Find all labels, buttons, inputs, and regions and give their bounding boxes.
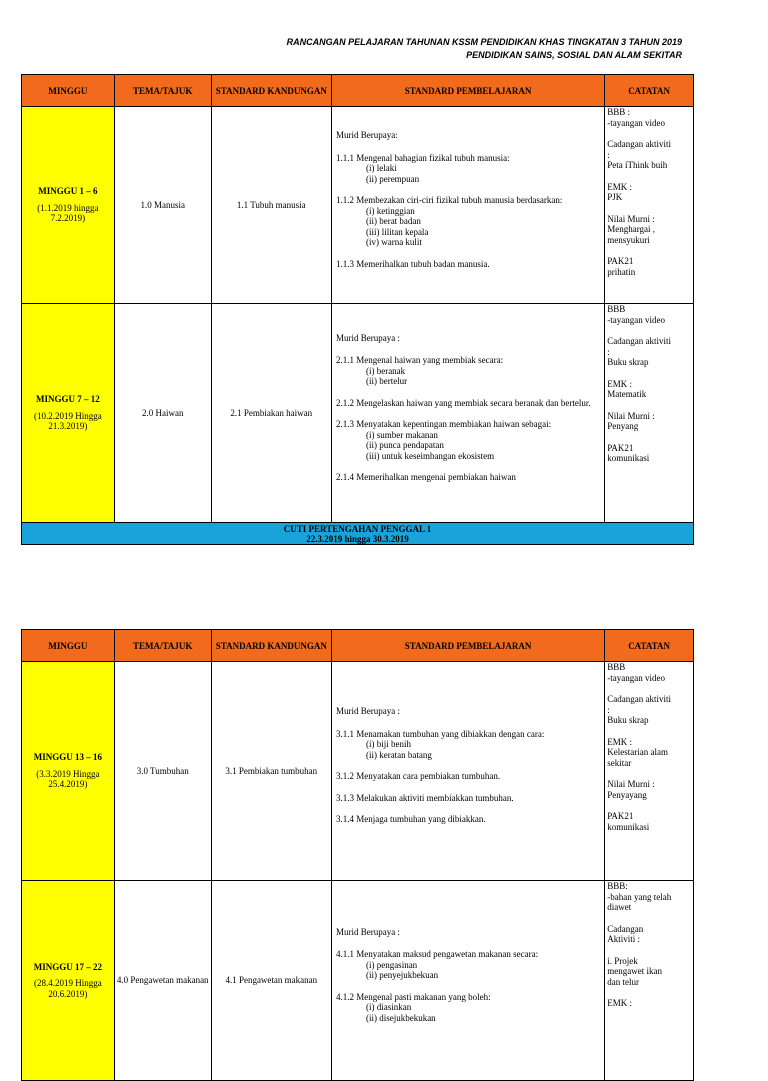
table-row xyxy=(22,107,694,304)
note-item: Nilai Murni : Penyang xyxy=(607,410,655,431)
theme-cell: 1.0 Manusia xyxy=(114,107,211,304)
learning-standard-cell xyxy=(331,881,604,1081)
learning-standard-item xyxy=(336,472,604,483)
learning-standard-text: 2.1.3 Menyatakan kepentingan membiakan haiwan sebagai: xyxy=(335,419,552,429)
learning-standard-text: 4.1.2 Mengenal pasti makanan yang boleh: xyxy=(335,991,491,1002)
learning-standard-item xyxy=(336,992,604,1024)
col-header-week: MINGGU xyxy=(22,75,115,107)
learning-standard-intro: Murid Berupaya : xyxy=(335,926,400,937)
week-cell xyxy=(22,107,115,304)
break-title: CUTI PERTENGAHAN PENGGAL 1 xyxy=(283,523,432,534)
theme-cell: 3.0 Tumbuhan xyxy=(114,662,211,881)
col-header-content-standard: STANDARD KANDUNGAN xyxy=(211,630,331,662)
content-standard-cell: 2.1 Pembiakan haiwan xyxy=(211,304,331,523)
note-item: BBB -tayangan video xyxy=(607,304,665,325)
content-standard-cell: 3.1 Pembiakan tumbuhan xyxy=(211,662,331,881)
learning-standard-text: 3.1.1 Menamakan tumbuhan yang dibiakkan dengan cara: xyxy=(335,728,545,739)
learning-standard-text: 2.1.1 Mengenal haiwan yang membiak secara: xyxy=(335,355,504,365)
table-header-row xyxy=(22,630,694,662)
learning-standard-text: 3.1.2 Menyatakan cara pembiakan tumbuhan. xyxy=(335,771,501,782)
col-header-content-standard: STANDARD KANDUNGAN xyxy=(211,75,331,107)
week-dates: (10.2.2019 Hingga 21.3.2019) xyxy=(34,410,102,432)
note-item: Cadangan aktiviti : Peta iThink buih xyxy=(607,139,671,170)
col-header-week: MINGGU xyxy=(22,630,115,662)
learning-standard-cell xyxy=(331,662,604,881)
learning-standard-text: 1.1.2 Membezakan ciri-ciri fizikal tubuh manusia berdasarkan: xyxy=(335,195,563,205)
learning-standard-subitem: (ii) punca pendapatan xyxy=(365,440,444,450)
learning-standard-subitem: (ii) berat badan xyxy=(365,216,421,226)
note-item: EMK : Matematik xyxy=(607,378,647,399)
learning-standard-intro: Murid Berupaya : xyxy=(335,332,400,343)
learning-standard-subitem: (iii) untuk keseimbangan ekosistem xyxy=(365,450,495,461)
week-label: MINGGU 1 – 6 xyxy=(38,186,98,197)
lesson-plan-table-2 xyxy=(21,629,694,1081)
notes-cell xyxy=(605,662,694,881)
note-item: EMK : PJK xyxy=(607,181,632,202)
learning-standard-item xyxy=(336,153,604,185)
week-cell xyxy=(22,881,115,1081)
learning-standard-item xyxy=(336,398,604,409)
learning-standard-cell xyxy=(331,304,604,523)
learning-standard-subitem: (iii) lilitan kepala xyxy=(365,226,429,237)
header-title: RANCANGAN PELAJARAN TAHUNAN KSSM PENDIDIKAN KHAS TINGKATAN 3 TAHUN 2019 xyxy=(286,37,682,47)
note-item: i. Projek mengawet ikan dan telur xyxy=(607,955,662,987)
learning-standard-text: 3.1.3 Melakukan aktiviti membiakkan tumbuhan. xyxy=(335,792,514,803)
note-item: Nilai Murni : Penyayang xyxy=(607,779,655,800)
note-item: EMK : xyxy=(607,998,632,1008)
learning-standard-subitem: (i) lelaki xyxy=(365,163,397,173)
learning-standard-text: 3.1.4 Menjaga tumbuhan yang dibiakkan. xyxy=(335,814,486,825)
table-header-row xyxy=(22,75,694,107)
learning-standard-item xyxy=(336,814,604,825)
col-header-learning-standard: STANDARD PEMBELAJARAN xyxy=(331,75,604,107)
week-cell xyxy=(22,304,115,523)
col-header-theme: TEMA/TAJUK xyxy=(114,630,211,662)
learning-standard-subitem: (i) biji benih xyxy=(365,739,411,750)
lesson-plan-table-1 xyxy=(21,74,694,545)
week-dates: (1.1.2019 hingga 7.2.2019) xyxy=(37,202,99,224)
learning-standard-text: 4.1.1 Menyatakan maksud pengawetan makanan secara: xyxy=(335,949,539,960)
learning-standard-item xyxy=(336,355,604,387)
learning-standard-subitem: (ii) keratan batang xyxy=(365,749,432,760)
col-header-notes: CATATAN xyxy=(605,75,694,107)
learning-standard-item xyxy=(336,949,604,981)
note-item: Cadangan aktiviti : Buku skrap xyxy=(607,694,671,725)
week-dates: (3.3.2019 Hingga 25.4.2019) xyxy=(36,768,100,790)
learning-standard-subitem: (i) beranak xyxy=(365,365,406,376)
learning-standard-text: 1.1.3 Memerihalkan tubuh badan manusia. xyxy=(335,258,490,269)
learning-standard-item xyxy=(336,195,604,248)
learning-standard-item xyxy=(336,419,604,461)
mid-term-break-row xyxy=(22,523,694,545)
learning-standard-cell xyxy=(331,107,604,304)
learning-standard-subitem: (ii) bertelur xyxy=(365,376,408,386)
mid-term-break-cell xyxy=(22,523,694,545)
note-item: Cadangan aktiviti : Buku skrap xyxy=(607,336,671,367)
note-item: EMK : Kelestarian alam sekitar xyxy=(607,736,668,768)
learning-standard-text: 2.1.2 Mengelaskan haiwan yang membiak secara beranak dan bertelur. xyxy=(335,397,591,408)
week-label: MINGGU 13 – 16 xyxy=(33,752,103,763)
note-item: BBB : -tayangan video xyxy=(607,107,665,128)
week-cell xyxy=(22,662,115,881)
notes-cell xyxy=(605,107,694,304)
col-header-theme: TEMA/TAJUK xyxy=(114,75,211,107)
break-dates: 22.3.2019 hingga 30.3.2019 xyxy=(306,533,409,544)
col-header-notes: CATATAN xyxy=(605,630,694,662)
learning-standard-text: 1.1.1 Mengenal bahagian fizikal tubuh manusia: xyxy=(335,152,510,163)
note-item: PAK21 komunikasi xyxy=(607,442,650,463)
col-header-learning-standard: STANDARD PEMBELAJARAN xyxy=(331,630,604,662)
week-dates: (28.4.2019 Hingga 20.6.2019) xyxy=(34,978,102,999)
learning-standard-subitem: (i) pengasinan xyxy=(365,959,418,970)
theme-cell: 4.0 Pengawetan makanan xyxy=(114,881,211,1081)
learning-standard-subitem: (i) sumber makanan xyxy=(365,429,438,440)
table-row xyxy=(22,662,694,881)
learning-standard-subitem: (ii) penyejukbekuan xyxy=(365,970,439,981)
learning-standard-subitem: (i) ketinggian xyxy=(365,205,415,216)
note-item: BBB -tayangan video xyxy=(607,662,665,683)
learning-standard-subitem: (i) diasinkan xyxy=(365,1002,412,1013)
table-row xyxy=(22,304,694,523)
content-standard-cell: 4.1 Pengawetan makanan xyxy=(211,881,331,1081)
note-item: PAK21 prihatin xyxy=(607,256,636,277)
note-item: PAK21 komunikasi xyxy=(607,811,650,832)
week-label: MINGGU 7 – 12 xyxy=(36,394,100,405)
learning-standard-item xyxy=(336,793,604,804)
document-header xyxy=(287,36,682,62)
content-standard-cell: 1.1 Tubuh manusia xyxy=(211,107,331,304)
note-item: Cadangan Aktiviti : xyxy=(607,923,644,944)
header-subject: PENDIDIKAN SAINS, SOSIAL DAN ALAM SEKITAR xyxy=(466,50,682,60)
learning-standard-text: 2.1.4 Memerihalkan mengenai pembiakan haiwan xyxy=(335,472,516,482)
note-item: Nilai Murni : Menghargai , mensyukuri xyxy=(607,213,656,245)
learning-standard-item xyxy=(336,771,604,782)
learning-standard-item xyxy=(336,729,604,761)
note-item: BBB: -bahan yang telah diawet xyxy=(607,881,672,912)
learning-standard-intro: Murid Berupaya: xyxy=(335,130,398,140)
learning-standard-item xyxy=(336,259,604,270)
notes-cell xyxy=(605,304,694,523)
learning-standard-intro: Murid Berupaya : xyxy=(335,706,400,717)
notes-cell xyxy=(605,881,694,1081)
learning-standard-subitem: (ii) perempuan xyxy=(365,173,420,184)
week-label: MINGGU 17 – 22 xyxy=(33,961,103,972)
table-row xyxy=(22,881,694,1081)
learning-standard-subitem: (ii) disejukbekukan xyxy=(365,1012,436,1023)
theme-cell: 2.0 Haiwan xyxy=(114,304,211,523)
learning-standard-subitem: (iv) warna kulit xyxy=(365,237,422,247)
